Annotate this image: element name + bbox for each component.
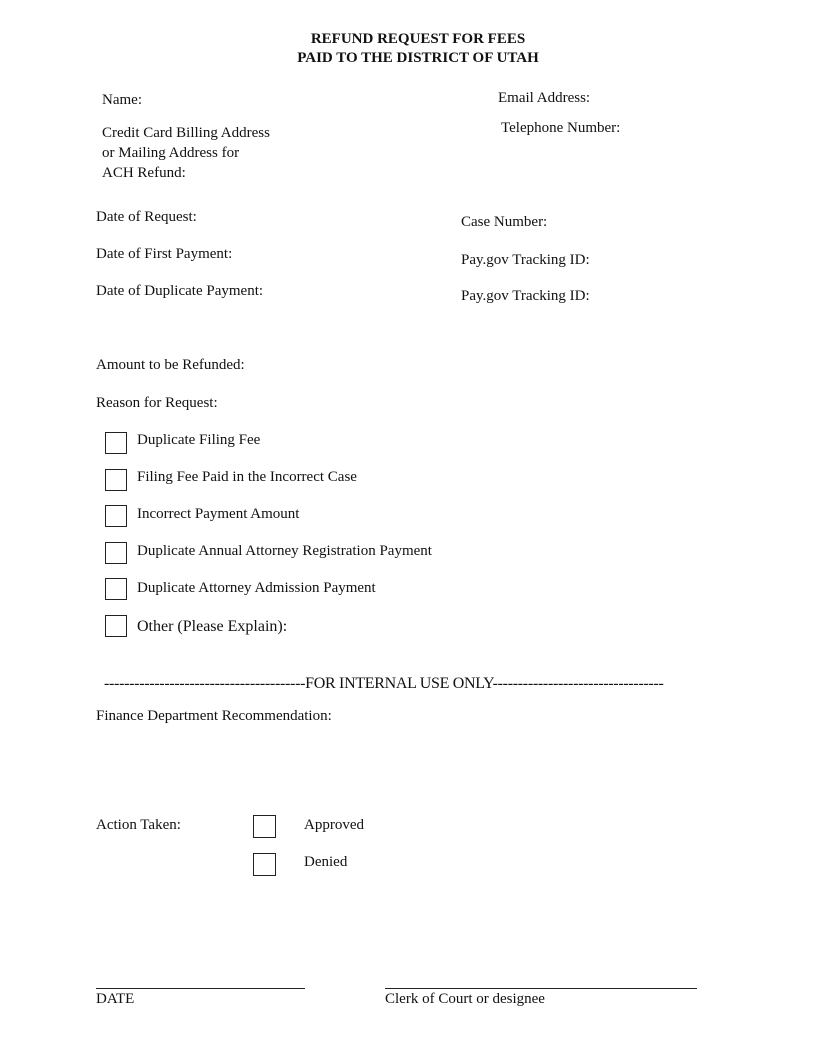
internal-use-divider: ----------------------------------------FOR INTERNAL USE ONLY---------------------------------- (104, 675, 664, 692)
duplicate-filing-fee-checkbox[interactable] (105, 432, 127, 454)
date-signature-line (96, 988, 305, 989)
duplicate-filing-fee-label: Duplicate Filing Fee (137, 432, 261, 448)
form-title (0, 30, 816, 68)
amount-refunded-label: Amount to be Refunded: (96, 357, 245, 373)
name-label: Name: (102, 92, 142, 108)
action-taken-label: Action Taken: (96, 817, 181, 833)
clerk-signature-line (385, 988, 697, 989)
other-label: Other (Please Explain): (137, 618, 288, 635)
incorrect-amount-label: Incorrect Payment Amount (137, 506, 300, 522)
date-duplicate-payment-label: Date of Duplicate Payment: (96, 283, 264, 299)
other-checkbox[interactable] (105, 615, 127, 637)
approved-checkbox[interactable] (253, 815, 276, 838)
incorrect-amount-checkbox[interactable] (105, 505, 127, 527)
telephone-label: Telephone Number: (501, 120, 621, 136)
incorrect-case-label: Filing Fee Paid in the Incorrect Case (137, 469, 357, 485)
reason-label: Reason for Request: (96, 395, 218, 411)
case-number-label: Case Number: (461, 214, 548, 230)
date-first-payment-label: Date of First Payment: (96, 246, 233, 262)
incorrect-case-checkbox[interactable] (105, 469, 127, 491)
finance-recommendation-label: Finance Department Recommendation: (96, 708, 332, 724)
form-title-line-1: REFUND REQUEST FOR FEES (310, 31, 526, 47)
form-title-line-2: PAID TO THE DISTRICT OF UTAH (297, 50, 539, 66)
duplicate-registration-checkbox[interactable] (105, 542, 127, 564)
email-label: Email Address: (498, 90, 591, 106)
clerk-signature-label: Clerk of Court or designee (385, 991, 545, 1007)
approved-label: Approved (304, 817, 364, 833)
tracking-id-1-label: Pay.gov Tracking ID: (461, 252, 590, 268)
duplicate-admission-label: Duplicate Attorney Admission Payment (137, 580, 376, 596)
denied-label: Denied (304, 854, 348, 870)
duplicate-registration-label: Duplicate Annual Attorney Registration Payment (137, 543, 432, 559)
tracking-id-2-label: Pay.gov Tracking ID: (461, 288, 590, 304)
denied-checkbox[interactable] (253, 853, 276, 876)
date-of-request-label: Date of Request: (96, 209, 197, 225)
date-signature-label: DATE (96, 991, 135, 1007)
duplicate-admission-checkbox[interactable] (105, 578, 127, 600)
billing-address-label: Credit Card Billing Address or Mailing Address for ACH Refund: (102, 125, 270, 181)
